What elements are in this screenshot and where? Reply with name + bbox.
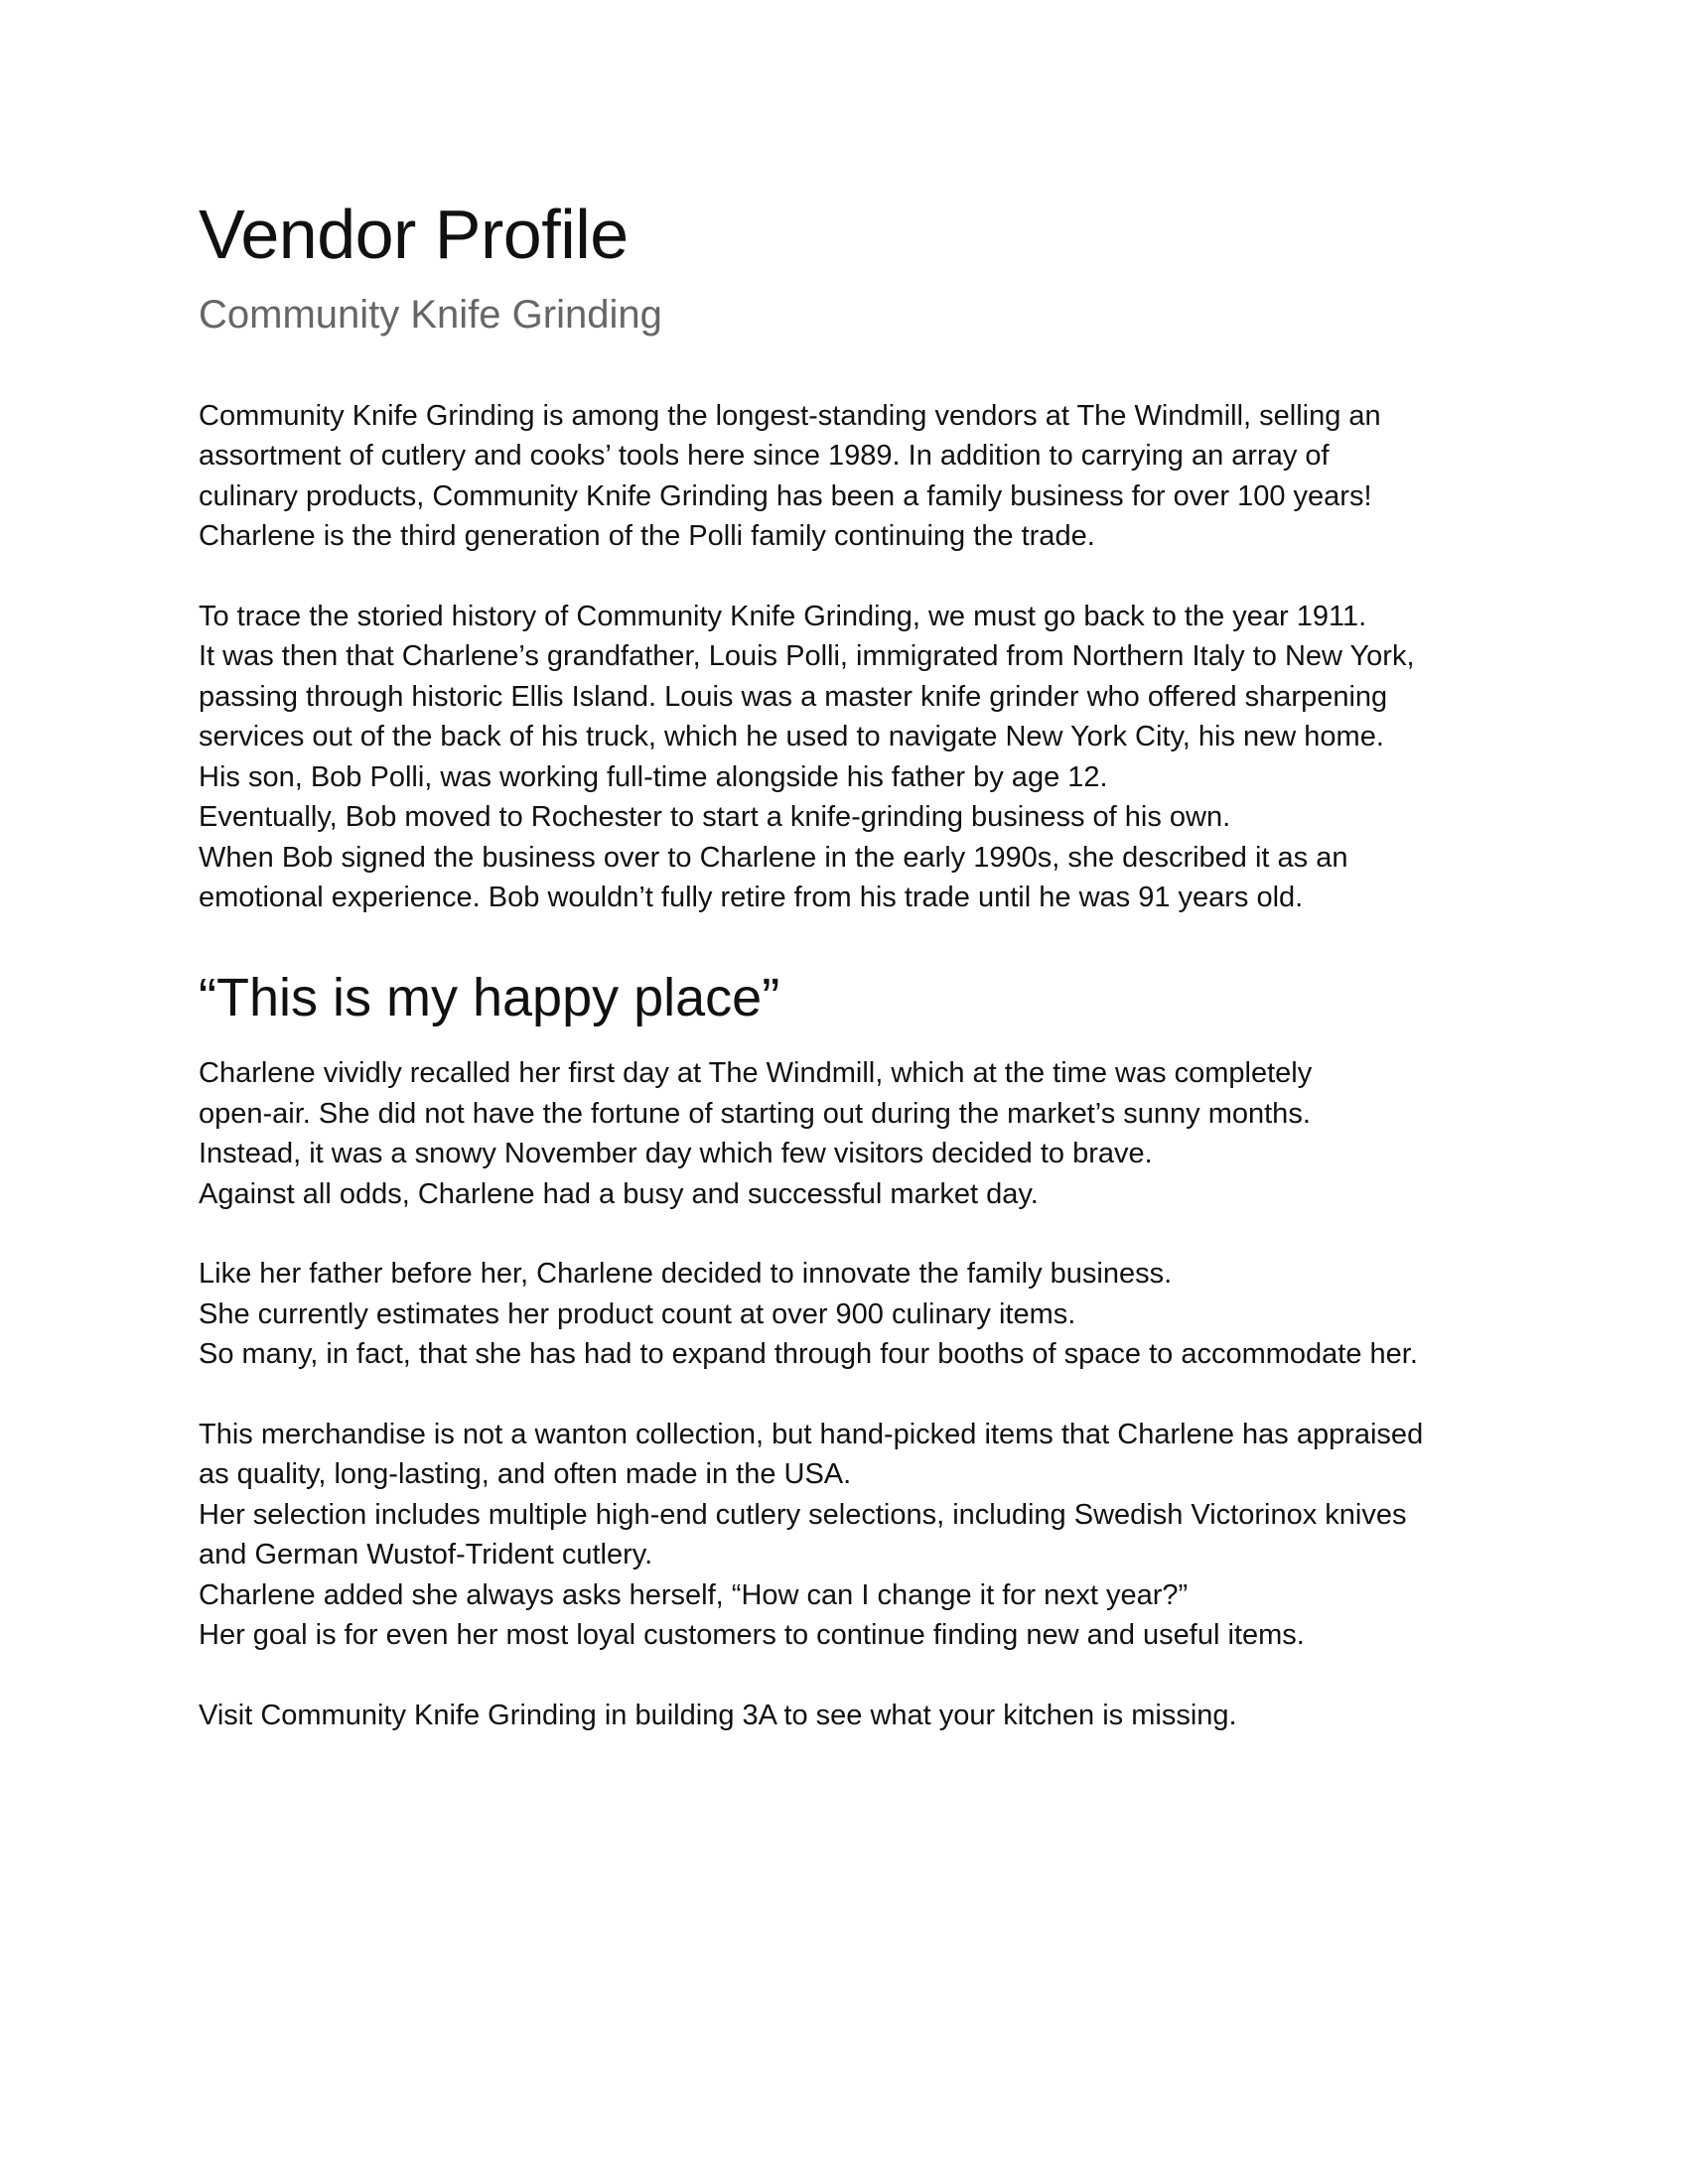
intro-paragraph — [199, 396, 1509, 557]
paragraph-line: Her goal is for even her most loyal customers to continue finding new and useful items. — [199, 1619, 1305, 1652]
innovation-paragraph — [199, 1254, 1509, 1375]
paragraph-line: passing through historic Ellis Island. Louis was a master knife grinder who offered sharpening — [199, 680, 1388, 713]
page-title: Vendor Profile — [199, 196, 629, 273]
paragraph-line: Charlene vividly recalled her first day at The Windmill, which at the time was completely — [199, 1057, 1313, 1090]
paragraph-line: assortment of cutlery and cooks’ tools here since 1989. In addition to carrying an array of — [199, 440, 1330, 472]
paragraph-line: Against all odds, Charlene had a busy and successful market day. — [199, 1177, 1039, 1210]
paragraph-line: as quality, long-lasting, and often made in the USA. — [199, 1458, 852, 1491]
paragraph-line: When Bob signed the business over to Charlene in the early 1990s, she described it as an — [199, 841, 1348, 874]
paragraph-line: Her selection includes multiple high-end cutlery selections, including Swedish Victorinox knives — [199, 1498, 1407, 1531]
paragraph-line: It was then that Charlene’s grandfather, Louis Polli, immigrated from Northern Italy to New York, — [199, 640, 1415, 672]
paragraph-line: culinary products, Community Knife Grinding has been a family business for over 100 years! — [199, 479, 1372, 512]
paragraph-line: His son, Bob Polli, was working full-time alongside his father by age 12. — [199, 760, 1108, 793]
paragraph-line: Visit Community Knife Grinding in building 3A to see what your kitchen is missing. — [199, 1699, 1237, 1731]
paragraph-line: emotional experience. Bob wouldn’t fully retire from his trade until he was 91 years old. — [199, 882, 1304, 913]
page-subtitle: Community Knife Grinding — [199, 292, 662, 337]
paragraph-line: services out of the back of his truck, which he used to navigate New York City, his new home. — [199, 721, 1384, 752]
history-paragraph — [199, 597, 1509, 918]
paragraph-line: Eventually, Bob moved to Rochester to start a knife-grinding business of his own. — [199, 801, 1231, 833]
document-page — [199, 195, 1509, 1735]
paragraph-line: Charlene added she always asks herself, “How can I change it for next year?” — [199, 1578, 1189, 1611]
paragraph-line: Like her father before her, Charlene decided to innovate the family business. — [199, 1258, 1173, 1291]
paragraph-line: This merchandise is not a wanton collection, but hand-picked items that Charlene has appraised — [199, 1418, 1424, 1450]
paragraph-line: She currently estimates her product count at over 900 culinary items. — [199, 1297, 1076, 1330]
paragraph-line: To trace the storied history of Community Knife Grinding, we must go back to the year 1911. — [199, 600, 1367, 632]
paragraph-line: Community Knife Grinding is among the longest-standing vendors at The Windmill, selling an — [199, 399, 1381, 432]
merchandise-paragraph — [199, 1415, 1509, 1656]
paragraph-line: and German Wustof-Trident cutlery. — [199, 1539, 653, 1571]
first-day-paragraph — [199, 1053, 1509, 1214]
paragraph-line: So many, in fact, that she has had to expand through four booths of space to accommodate her. — [199, 1338, 1418, 1371]
paragraph-line: Charlene is the third generation of the Polli family continuing the trade. — [199, 520, 1095, 552]
paragraph-line: Instead, it was a snowy November day which few visitors decided to brave. — [199, 1138, 1153, 1170]
paragraph-line: open-air. She did not have the fortune of starting out during the market’s sunny months. — [199, 1097, 1311, 1130]
closing-paragraph — [199, 1696, 1509, 1736]
section-heading: “This is my happy place” — [199, 967, 780, 1027]
